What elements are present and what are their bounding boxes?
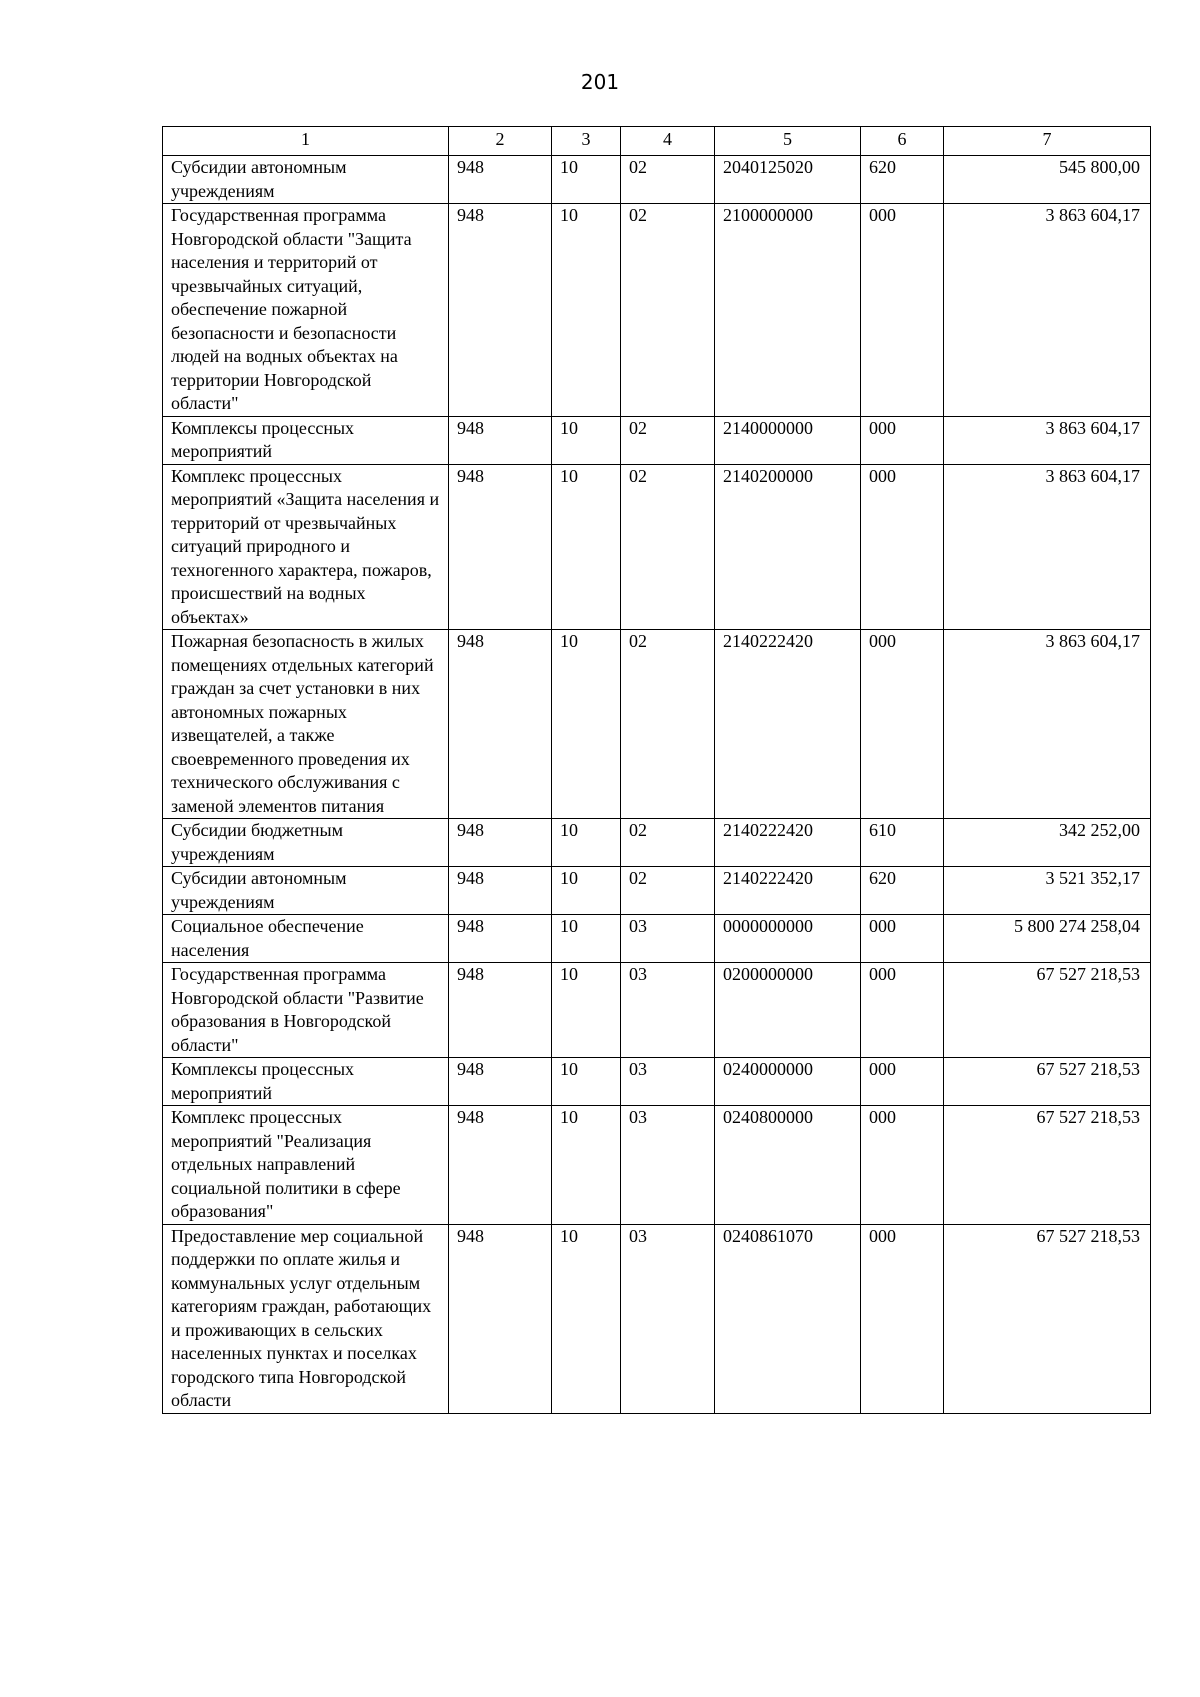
table-row [163,963,1151,1058]
row-name-cell: Субсидии автономным учреждениям [163,156,449,204]
table-row [163,819,1151,867]
row-name-cell: Комплексы процессных мероприятий [163,1058,449,1106]
table-row [163,1058,1151,1106]
column-header: 7 [944,127,1151,156]
expense-type-cell: 000 [861,963,944,1058]
table-row [163,416,1151,464]
column-header: 4 [621,127,715,156]
row-name-cell: Субсидии автономным учреждениям [163,867,449,915]
subsection-cell: 03 [621,1106,715,1225]
expense-type-cell: 000 [861,630,944,819]
target-article-cell: 2140200000 [715,464,861,630]
target-article-cell: 0200000000 [715,963,861,1058]
expense-type-cell: 000 [861,416,944,464]
amount-cell: 3 521 352,17 [944,867,1151,915]
section-cell: 10 [552,416,621,464]
subsection-cell: 02 [621,630,715,819]
table-row [163,156,1151,204]
section-cell: 10 [552,915,621,963]
section-cell: 10 [552,630,621,819]
subsection-cell: 02 [621,464,715,630]
row-name-cell: Комплексы процессных мероприятий [163,416,449,464]
target-article-cell: 2100000000 [715,204,861,417]
expense-type-cell: 000 [861,1058,944,1106]
table-row [163,1224,1151,1413]
code-cell: 948 [449,416,552,464]
amount-cell: 545 800,00 [944,156,1151,204]
table-row [163,867,1151,915]
amount-cell: 67 527 218,53 [944,1058,1151,1106]
section-cell: 10 [552,204,621,417]
amount-cell: 67 527 218,53 [944,1106,1151,1225]
subsection-cell: 03 [621,1058,715,1106]
row-name-cell: Комплекс процессных мероприятий «Защита населения и территорий от чрезвычайных ситуаций природного и техногенного характера, пожаров, происшествий на водных объектах» [163,464,449,630]
amount-cell: 3 863 604,17 [944,416,1151,464]
code-cell: 948 [449,963,552,1058]
subsection-cell: 03 [621,963,715,1058]
section-cell: 10 [552,1106,621,1225]
section-cell: 10 [552,867,621,915]
column-header: 5 [715,127,861,156]
header-row [163,127,1151,156]
section-cell: 10 [552,156,621,204]
amount-cell: 3 863 604,17 [944,464,1151,630]
code-cell: 948 [449,1058,552,1106]
subsection-cell: 03 [621,1224,715,1413]
subsection-cell: 02 [621,416,715,464]
table-row [163,464,1151,630]
expense-type-cell: 620 [861,156,944,204]
row-name-cell: Предоставление мер социальной поддержки по оплате жилья и коммунальных услуг отдельным категориям граждан, работающих и проживающих в сельских населенных пунктах и поселках городского типа Новгородской области [163,1224,449,1413]
expense-type-cell: 000 [861,464,944,630]
code-cell: 948 [449,630,552,819]
amount-cell: 3 863 604,17 [944,204,1151,417]
table-body [163,156,1151,1414]
target-article-cell: 2140000000 [715,416,861,464]
amount-cell: 342 252,00 [944,819,1151,867]
target-article-cell: 2040125020 [715,156,861,204]
row-name-cell: Государственная программа Новгородской области "Развитие образования в Новгородской области" [163,963,449,1058]
expense-type-cell: 000 [861,915,944,963]
target-article-cell: 2140222420 [715,819,861,867]
expense-type-cell: 000 [861,1224,944,1413]
expense-type-cell: 000 [861,204,944,417]
table-row [163,915,1151,963]
table-row [163,1106,1151,1225]
column-header: 3 [552,127,621,156]
target-article-cell: 2140222420 [715,867,861,915]
subsection-cell: 02 [621,204,715,417]
code-cell: 948 [449,915,552,963]
expense-type-cell: 620 [861,867,944,915]
section-cell: 10 [552,963,621,1058]
row-name-cell: Субсидии бюджетным учреждениям [163,819,449,867]
table-row [163,630,1151,819]
subsection-cell: 02 [621,819,715,867]
subsection-cell: 02 [621,156,715,204]
section-cell: 10 [552,1058,621,1106]
row-name-cell: Пожарная безопасность в жилых помещениях отдельных категорий граждан за счет установки в них автономных пожарных извещателей, а также своевременного проведения их технического обслуживания с заменой элементов питания [163,630,449,819]
amount-cell: 67 527 218,53 [944,963,1151,1058]
code-cell: 948 [449,1106,552,1225]
target-article-cell: 0240000000 [715,1058,861,1106]
code-cell: 948 [449,819,552,867]
expense-type-cell: 610 [861,819,944,867]
code-cell: 948 [449,464,552,630]
subsection-cell: 02 [621,867,715,915]
target-article-cell: 0000000000 [715,915,861,963]
column-header: 6 [861,127,944,156]
subsection-cell: 03 [621,915,715,963]
amount-cell: 3 863 604,17 [944,630,1151,819]
page-number: 201 [580,70,620,94]
row-name-cell: Комплекс процессных мероприятий "Реализация отдельных направлений социальной политики в сфере образования" [163,1106,449,1225]
target-article-cell: 0240800000 [715,1106,861,1225]
budget-table [162,126,1151,1414]
section-cell: 10 [552,1224,621,1413]
row-name-cell: Социальное обеспечение населения [163,915,449,963]
code-cell: 948 [449,156,552,204]
table-row [163,204,1151,417]
code-cell: 948 [449,204,552,417]
column-header: 1 [163,127,449,156]
code-cell: 948 [449,1224,552,1413]
expense-type-cell: 000 [861,1106,944,1225]
target-article-cell: 2140222420 [715,630,861,819]
amount-cell: 5 800 274 258,04 [944,915,1151,963]
amount-cell: 67 527 218,53 [944,1224,1151,1413]
section-cell: 10 [552,464,621,630]
row-name-cell: Государственная программа Новгородской области "Защита населения и территорий от чрезвычайных ситуаций, обеспечение пожарной безопасности и безопасности людей на водных объектах на территории Новгородской области" [163,204,449,417]
code-cell: 948 [449,867,552,915]
target-article-cell: 0240861070 [715,1224,861,1413]
section-cell: 10 [552,819,621,867]
column-header: 2 [449,127,552,156]
